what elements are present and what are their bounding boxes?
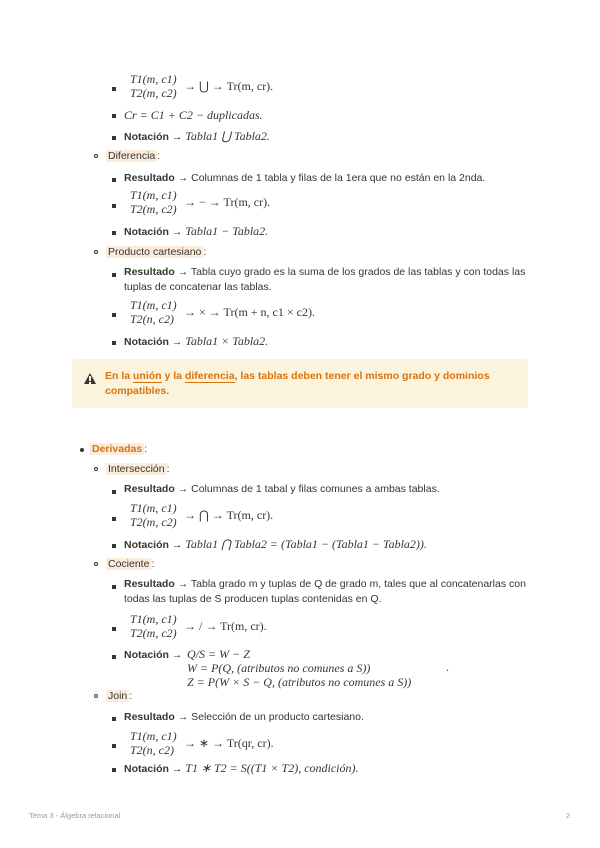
bullet-square [112,655,116,659]
quotient-formula-t1: T1(m, c1) [130,612,177,626]
difference-result [124,171,485,185]
bullet-square [112,517,116,521]
union-formula-t1: T1(m, c1) [130,72,177,86]
callout-mid: y la [161,370,185,382]
bullet-circle [94,250,98,254]
bullet-disc [80,448,84,452]
bullet-square [112,627,116,631]
result-text: → Columnas de 1 tabal y filas comunes a ambas tablas. [177,483,440,495]
union-notation [124,129,270,144]
result-text-1: → Tabla grado m y tuplas de Q de grado m, tales que al concatenarlas con [177,578,526,590]
quotient-title: Cociente : [108,558,155,570]
cartesian-formula-t2: T2(n, c2) [130,312,174,326]
notation-label: Notación [124,763,169,775]
intersection-formula-t1: T1(m, c1) [130,501,177,515]
bullet-square [112,136,116,140]
difference-notation [124,224,268,239]
callout-text [105,369,515,399]
bullet-square [112,585,116,589]
join-title-text: Join [108,690,128,702]
bullet-square [112,768,116,772]
notation-value: T1 ∗ T2 = S((T1 × T2), condición). [185,761,359,775]
cartesian-title: Producto cartesiano : [108,246,207,258]
intersection-title-text: Intersección [108,463,165,475]
cartesian-formula-arrow: → × → Tr(m + n, c1 × c2). [184,305,315,319]
notation-arrow: → [171,336,183,348]
notation-label: Notación [124,131,169,143]
warning-icon-mark [89,376,91,381]
page-number: 2 [566,811,571,820]
union-cardinality: Cr = C1 + C2 − duplicadas. [124,108,263,122]
bullet-circle [94,562,98,566]
quotient-eq-2: W = P(Q, (atributos no comunes a S)) [187,661,371,675]
quotient-eq-period: . [446,660,449,674]
bullet-square [112,544,116,548]
cartesian-result-line2: tuplas de concatenar las tablas. [124,281,272,293]
result-label: Resultado [124,266,175,278]
join-result [124,710,364,724]
bullet-square [112,87,116,91]
difference-title: Diferencia : [108,150,161,162]
bullet-square [112,273,116,277]
quotient-title-text: Cociente [108,558,150,570]
notation-value: Tabla1 × Tabla2. [185,334,269,348]
difference-formula-arrow: → − → Tr(m, cr). [184,195,271,209]
union-formula-t2: T2(m, c2) [130,86,177,100]
result-text: → Columnas de 1 tabla y filas de la 1era que no están en la 2nda. [177,172,486,184]
difference-title-text: Diferencia [108,150,156,162]
difference-formula-t1: T1(m, c1) [130,188,177,202]
footer-title: Tema 3 - Álgebra relacional [29,811,121,820]
notation-value: Tabla1 ⋃ Tabla2. [185,129,270,143]
bullet-square [112,341,116,345]
result-label: Resultado [124,172,175,184]
cartesian-title-text: Producto cartesiano [108,246,202,258]
result-text-1: → Tabla cuyo grado es la suma de los grados de las tablas y con todas las [177,266,526,278]
link-difference[interactable]: diferencia [184,370,235,382]
notation-label: Notación [124,336,169,348]
callout-prefix: En la [105,370,134,382]
bullet-circle [94,694,98,698]
notation-arrow: → [171,539,183,551]
notation-label: Notación [124,226,169,238]
derived-title: Derivadas : [92,443,148,455]
quotient-eq-3: Z = P(W × S − Q, (atributos no comunes a S)) [187,675,412,689]
intersection-notation [124,537,427,552]
derived-title-text: Derivadas [92,443,143,455]
union-formula-arrow: → ⋃ → Tr(m, cr). [184,79,274,93]
difference-formula-t2: T2(m, c2) [130,202,177,216]
result-label: Resultado [124,578,175,590]
bullet-circle [94,467,98,471]
result-text: → Selección de un producto cartesiano. [177,711,364,723]
cartesian-notation [124,334,268,349]
intersection-formula-arrow: → ⋂ → Tr(m, cr). [184,508,274,522]
cartesian-result [124,265,525,279]
notation-label: Notación [124,649,169,661]
quotient-notation [124,648,182,662]
bullet-square [112,178,116,182]
bullet-square [112,490,116,494]
link-union[interactable]: unión [133,370,162,382]
cartesian-formula-t1: T1(m, c1) [130,298,177,312]
join-title: Join : [108,690,133,702]
bullet-square [112,231,116,235]
bullet-square [112,313,116,317]
quotient-result [124,577,526,591]
bullet-circle [94,154,98,158]
intersection-result [124,482,440,496]
callout-suffix: , las tablas deben tener el mismo grado y dominios compatibles. [105,370,490,397]
notation-arrow: → [171,131,183,143]
bullet-square [112,717,116,721]
intersection-formula-t2: T2(m, c2) [130,515,177,529]
join-formula-t1: T1(m, c1) [130,729,177,743]
quotient-formula-t2: T2(m, c2) [130,626,177,640]
notation-arrow: → [171,226,183,238]
notation-value: Tabla1 − Tabla2. [185,224,269,238]
quotient-eq-1: Q/S = W − Z [187,647,250,661]
bullet-square [112,204,116,208]
notation-label: Notación [124,539,169,551]
notation-arrow: → [171,649,183,661]
bullet-square [112,744,116,748]
join-formula-t2: T2(n, c2) [130,743,174,757]
notation-value: Tabla1 ⋂ Tabla2 = (Tabla1 − (Tabla1 − Tabla2)). [185,537,427,551]
quotient-formula-arrow: → / → Tr(m, cr). [184,619,267,633]
result-label: Resultado [124,711,175,723]
warning-icon-dot [89,382,91,384]
intersection-title: Intersección : [108,463,170,475]
notation-arrow: → [171,763,183,775]
quotient-result-line2: todas las tuplas de S producen tuplas contenidas en Q. [124,593,382,605]
result-label: Resultado [124,483,175,495]
join-formula-arrow: → ∗ → Tr(qr, cr). [184,736,274,750]
warning-callout [72,359,528,408]
join-notation [124,761,359,776]
bullet-square [112,114,116,118]
